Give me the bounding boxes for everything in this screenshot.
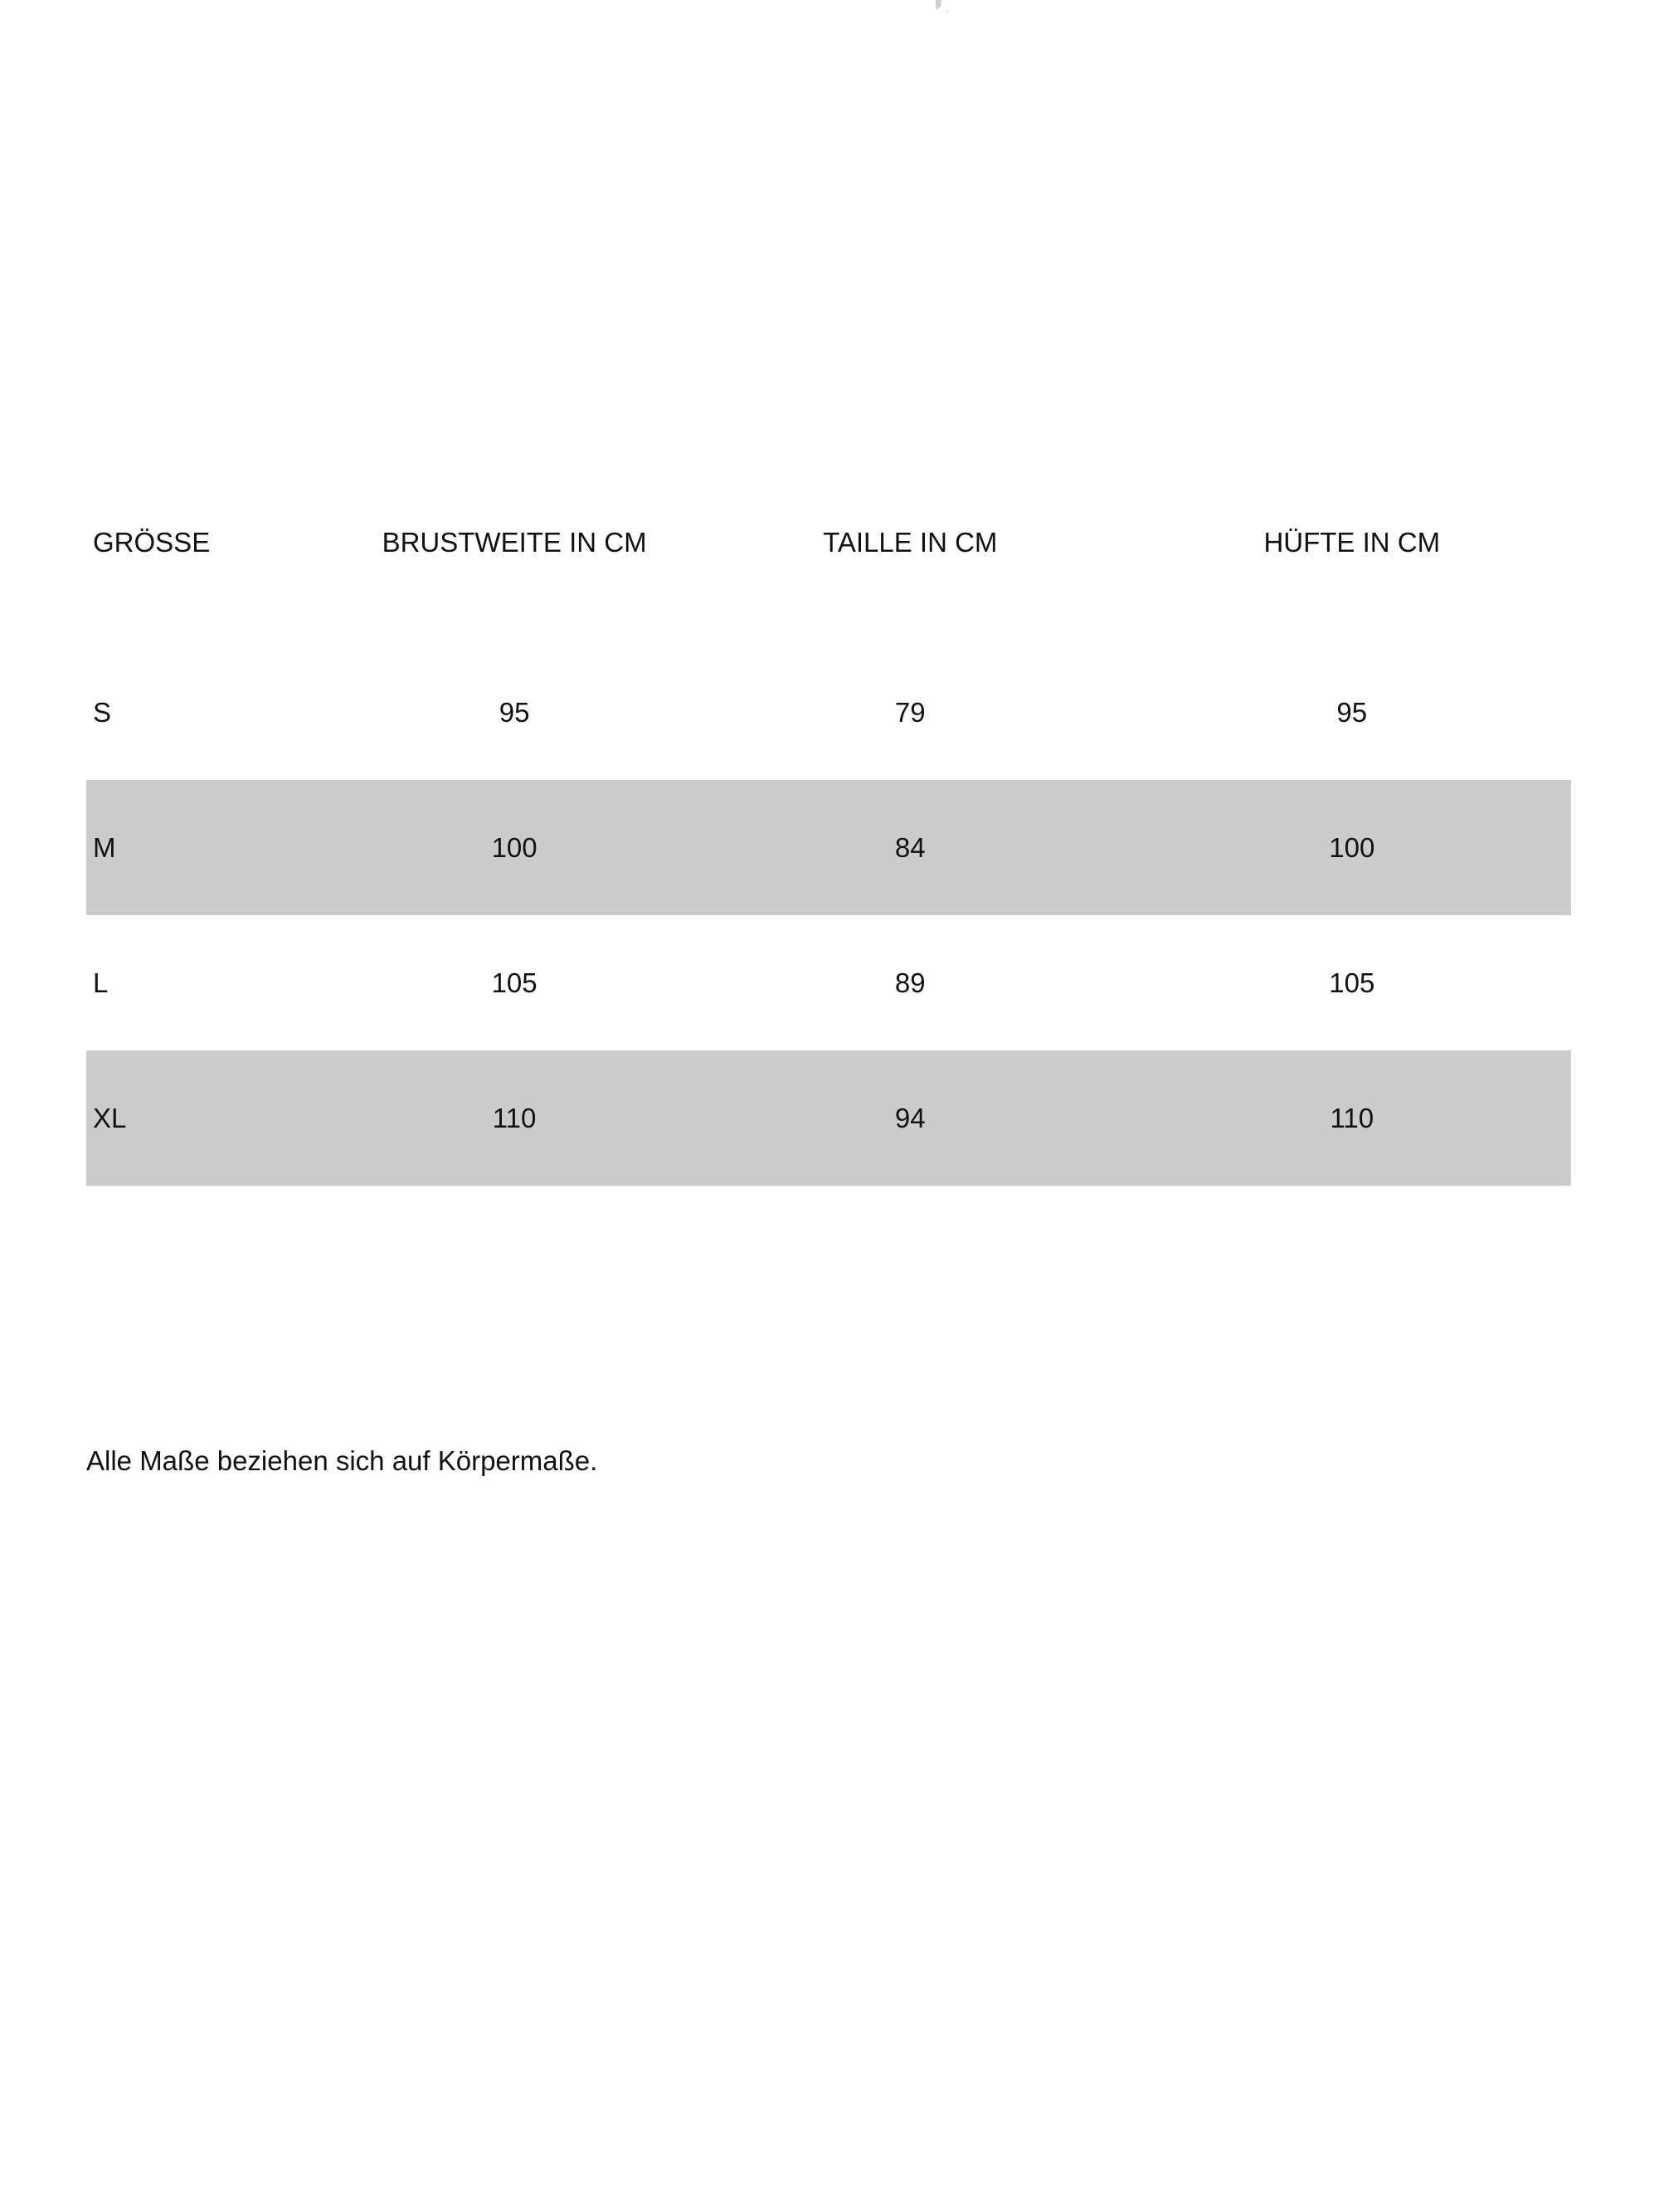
- size-chart-table: [86, 484, 1571, 1186]
- table-row: [86, 1050, 1571, 1186]
- hip-cell: 110: [1133, 1050, 1571, 1186]
- header-size: GRÖSSE: [93, 527, 211, 558]
- header-chest: BRUSTWEITE IN CM: [382, 527, 647, 558]
- chest-cell: 105: [491, 967, 538, 998]
- table-header-row: [86, 484, 1571, 645]
- size-cell: M: [86, 780, 341, 915]
- top-edge-mark: [927, 0, 961, 17]
- chest-cell: 100: [341, 780, 688, 915]
- waist-cell: 79: [894, 696, 926, 728]
- chest-cell: 110: [341, 1050, 688, 1186]
- header-hip: HÜFTE IN CM: [1263, 527, 1441, 558]
- waist-cell: 89: [894, 967, 926, 998]
- header-waist: TAILLE IN CM: [823, 527, 998, 558]
- measurement-footnote: Alle Maße beziehen sich auf Körpermaße.: [86, 1445, 598, 1476]
- size-cell: XL: [86, 1050, 341, 1186]
- waist-cell: 94: [688, 1050, 1133, 1186]
- hip-cell: 100: [1133, 780, 1571, 915]
- chest-cell: 95: [499, 696, 530, 728]
- hip-cell: 95: [1336, 696, 1368, 728]
- size-cell: S: [93, 696, 112, 728]
- table-row: [86, 645, 1571, 780]
- waist-cell: 84: [688, 780, 1133, 915]
- size-cell: L: [93, 967, 109, 998]
- table-row: [86, 780, 1571, 915]
- table-row: [86, 915, 1571, 1050]
- hip-cell: 105: [1329, 967, 1375, 998]
